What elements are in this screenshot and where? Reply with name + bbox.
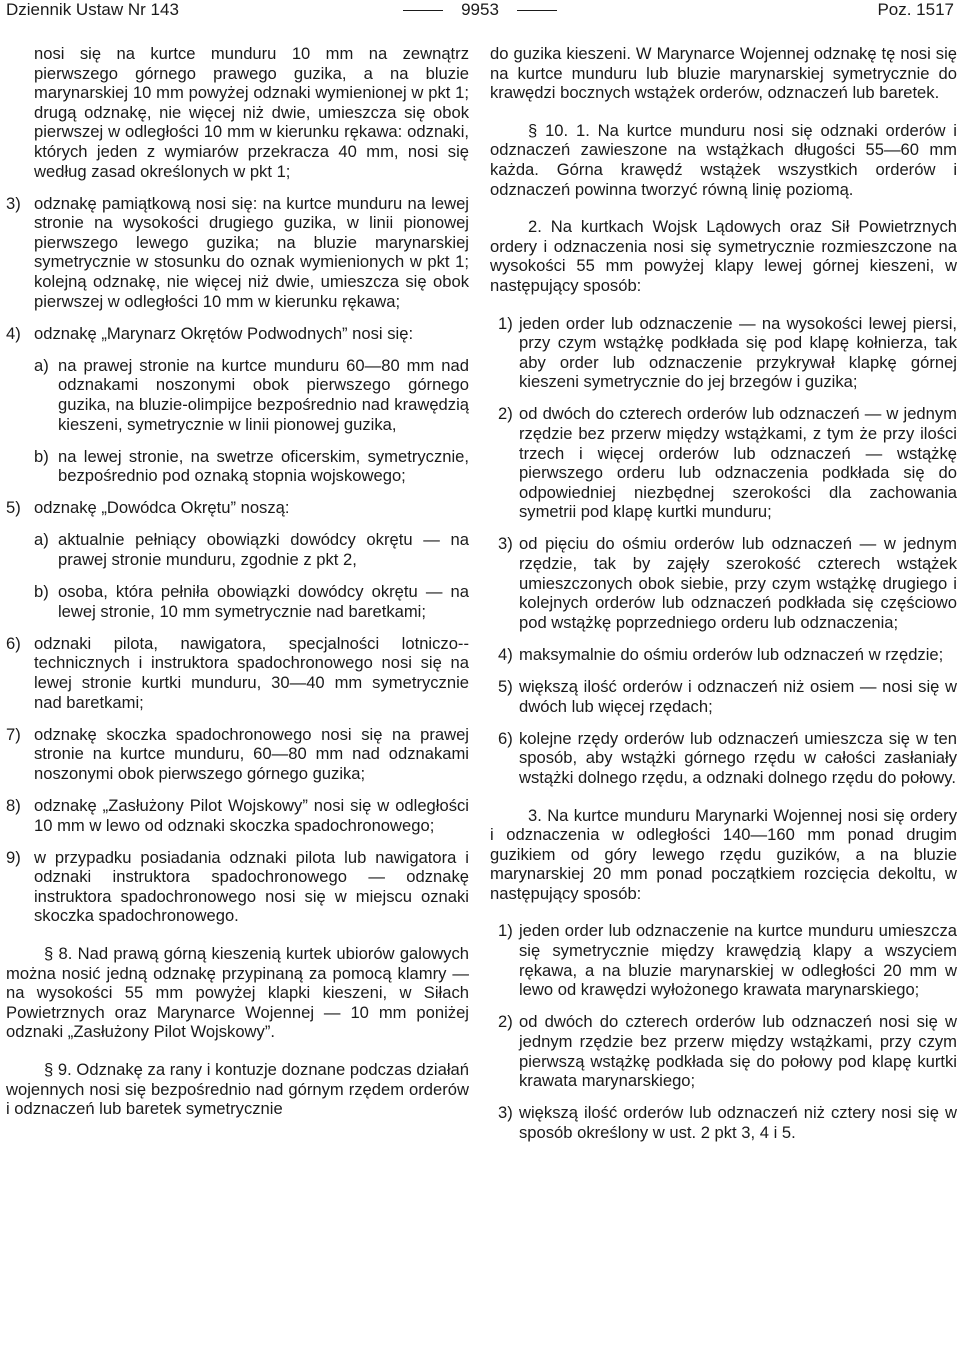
list-item-a6 (490, 729, 957, 788)
right-column (490, 44, 957, 1155)
page-number-block (6, 0, 954, 20)
paragraph-text: nosi się na kurtce munduru 10 mm na zewnątrz pierwszego górnego prawego guzika, a na bluzie marynarskiej 10 mm powyżej odznaki wymienionej w pkt 1; drugą odznakę, nie więcej niż dwie, umieszcza się obok pierwszej w odległości 10 mm w kierunku rękawa: odznaki, których jeden z wymiarów przekracza 40 mm, nosi się według zasad określonych w pkt 1; (34, 44, 469, 181)
item-number: 1) (498, 921, 513, 941)
item-text: na prawej stronie na kurtce munduru 60—80 mm nad odznakami noszonymi obok pierwszego górnego guzika, na bluzie-olimpijce bezpośrednio nad krawędzią kieszeni, symetrycznie w linii pionowej guzika, (58, 355, 469, 434)
item-text: od pięciu do ośmiu orderów lub odznaczeń — w jednym rzędzie, tak by zajęły szerokość czterech wstążek umieszczonych obok siebie, przy czym wstążkę drugiego i kolejnych orderów lub odznaczeń podkłada się częściowo pod wstążkę poprzedniego orderu lub odznaczenia; (519, 534, 957, 632)
item-text: osoba, która pełniła obowiązki dowódcy okrętu — na lewej stronie, 10 mm symetrycznie nad baretkami; (58, 582, 469, 621)
section-9: § 9. Odznakę za rany i kontuzje doznane podczas działań wojennych nosi się bezpośrednio nad górnym rzędem orderów i odznaczeń lub baretek symetrycznie (6, 1060, 469, 1119)
list-item-a4 (490, 645, 957, 665)
list-item-4a (6, 356, 469, 434)
item-number: b) (34, 446, 49, 466)
item-number: 8) (6, 796, 21, 815)
list-item-b3 (490, 1103, 957, 1142)
item-number: a) (34, 355, 49, 375)
item-text: w przypadku posiadania odznaki pilota lub nawigatora i odznaki instruktora spadochronowego — odznakę instruktora spadochronowego nosi się w miejscu oznaki skoczka spadochronowego. (34, 847, 469, 926)
item-number: 9) (6, 847, 21, 867)
item-number: 2) (498, 1012, 513, 1032)
item-text: od dwóch do czterech orderów lub odznaczeń nosi się w jednym rzędzie bez przerw między wstążkami, przy czym pierwszą wstążkę podkłada się do połowy pod klapę kurtki krawata marynarskiego; (519, 1012, 957, 1091)
page-number: 9953 (461, 0, 499, 19)
list-item-a5 (490, 677, 957, 716)
list-item-5a (6, 530, 469, 569)
item-text: jeden order lub odznaczenie — na wysokości lewej piersi, przy czym wstążkę podkłada się pod klapę kołnierza, tak aby order lub odznaczenie przykrywał klapkę górnej kieszeni symetrycznie do jej brzegów i guzika; (519, 313, 957, 392)
list-item-b2 (490, 1012, 957, 1090)
list-item-a1 (490, 314, 957, 392)
item-text: na lewej stronie, na swetrze oficerskim, symetrycznie, bezpośrednio pod oznaką stopnia wojskowego; (58, 446, 469, 486)
list-item-6 (6, 634, 469, 712)
item-text: większą ilość orderów i odznaczeń niż osiem — nosi się w dwóch lub więcej rzędach; (519, 677, 957, 716)
item-number: 6) (6, 633, 21, 653)
list-item-4 (6, 324, 469, 344)
item-text: odznaki pilota, nawigatora, specjalności lotniczo--technicznych i instruktora spadochronowego nosi się na lewej stronie kurtki munduru, 30—40 mm symetrycznie nad baretkami; (34, 633, 469, 712)
left-column (6, 44, 469, 1131)
item-text: odznakę skoczka spadochronowego nosi się na prawej stronie na kurtce munduru, 60—80 mm nad odznakami noszonymi obok pierwszego górnego guzika; (34, 724, 469, 783)
section-10-2: 2. Na kurtkach Wojsk Lądowych oraz Sił Powietrznych ordery i odznaczenia nosi się symetrycznie rozmieszczone na wysokości 55 mm powyżej klapy lewej górnej kieszeni, w następujący sposób: (490, 217, 957, 295)
section-10-1: § 10. 1. Na kurtce munduru nosi się odznaki orderów i odznaczeń zawieszone na wstążkach długości 55—60 mm każda. Górna krawędź wstążek wszystkich orderów i odznaczeń powinna tworzyć równą linię poziomą. (490, 120, 957, 199)
item-number: 1) (498, 313, 513, 333)
item-number: a) (34, 530, 49, 550)
item-text: od dwóch do czterech orderów lub odznaczeń — w jednym rzędzie bez przerw między wstążkami, z tym że przy ilości trzech i więcej orderów lub odznaczeń — wstążkę pierwszego orderu lub odznaczenia podkłada się do odpowiedniej niezbędnej szerokości dla zachowania symetrii pod klapę kurtki munduru; (519, 404, 957, 522)
paragraph-continuation: do guzika kieszeni. W Marynarce Wojennej odznakę tę nosi się na kurtce munduru lub bluzie marynarskiej symetrycznie do krawędzi bocznych wstążek orderów, odznaczeń lub baretek. (490, 44, 957, 103)
journal-title: Dziennik Ustaw Nr 143 (6, 0, 179, 19)
list-item-5b (6, 582, 469, 621)
item-number: 4) (498, 644, 513, 664)
list-item-9 (6, 848, 469, 926)
item-number: 3) (498, 1103, 513, 1123)
position-number: Poz. 1517 (877, 0, 954, 19)
list-item-7 (6, 725, 469, 784)
item-number: 7) (6, 724, 21, 744)
item-number: 2) (498, 404, 513, 424)
paragraph-continuation (6, 44, 469, 181)
item-number: 5) (6, 498, 21, 518)
item-text: odznakę pamiątkową nosi się: na kurtce munduru na lewej stronie na wysokości drugiego guzika, w linii pionowej pierwszego lewego guzika; na bluzie marynarskiej symetrycznie w stosunku do oznak wymienionych w pkt 1; kolejną odznakę, nie więcej niż dwie, umieszcza się obok pierwszej w odległości 10 mm w kierunku rękawa; (34, 193, 469, 311)
item-text: odznakę „Marynarz Okrętów Podwodnych” nosi się: (34, 323, 414, 343)
item-number: 3) (6, 193, 21, 213)
item-number: b) (34, 582, 49, 602)
list-item-a3 (490, 534, 957, 632)
item-number: 5) (498, 677, 513, 697)
section-10-3: 3. Na kurtce munduru Marynarki Wojennej nosi się ordery i odznaczenia w odległości 140—160 mm ponad drugim guzikiem od góry lewego rzędu guzików, a na bluzie marynarskiej 20 mm ponad początkiem rozcięcia dekoltu, w następujący sposób: (490, 805, 957, 903)
item-text: maksymalnie do ośmiu orderów lub odznaczeń w rzędzie; (519, 644, 944, 664)
page-header (6, 0, 954, 22)
item-text: odznakę „Dowódca Okrętu” noszą: (34, 498, 290, 518)
item-text: odznakę „Zasłużony Pilot Wojskowy” nosi się w odległości 10 mm w lewo od odznaki skoczka spadochronowego; (34, 796, 469, 835)
item-number: 4) (6, 323, 21, 343)
item-number: 6) (498, 728, 513, 748)
dash-right (517, 10, 557, 11)
dash-left (403, 10, 443, 11)
list-item-8 (6, 796, 469, 835)
list-item-4b (6, 447, 469, 486)
list-item-5 (6, 498, 469, 518)
item-text: jeden order lub odznaczenie na kurtce munduru umieszcza się symetrycznie między krawędzią klapy a wszyciem rękawa, a na bluzie marynarskiej w odległości 20 mm w lewo od krawędzi wyłożonego krawata marynarskiego; (519, 921, 957, 1000)
list-item-3 (6, 194, 469, 312)
list-item-a2 (490, 404, 957, 522)
item-number: 3) (498, 534, 513, 554)
list-item-b1 (490, 921, 957, 999)
item-text: aktualnie pełniący obowiązki dowódcy okrętu — na prawej stronie munduru, zgodnie z pkt 2, (58, 530, 469, 570)
item-text: kolejne rzędy orderów lub odznaczeń umieszcza się w ten sposób, aby wstążki górnego rzędu w całości zasłaniały wstążki dolnego rzędu, a odznaki dolnego rzędu do połowy. (519, 728, 957, 787)
item-text: większą ilość orderów lub odznaczeń niż cztery nosi się w sposób określony w ust. 2 pkt 3, 4 i 5. (519, 1103, 957, 1142)
section-8: § 8. Nad prawą górną kieszenią kurtek ubiorów galowych można nosić jedną odznakę przypinaną za pomocą klamry — na wysokości 55 mm powyżej klapki kieszeni, w Siłach Powietrznych oraz Marynarce Wojennej — 10 mm poniżej odznaki „Zasłużony Pilot Wojskowy”. (6, 944, 469, 1042)
